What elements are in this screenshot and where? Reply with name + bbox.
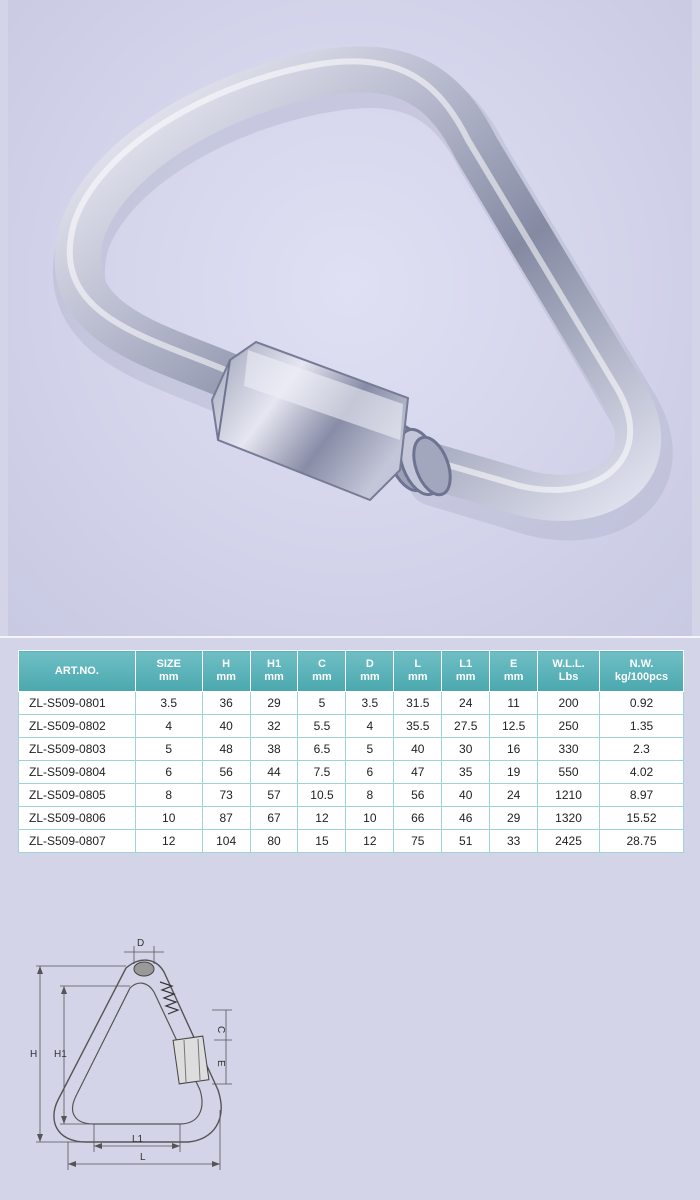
- header-l: L mm: [394, 651, 442, 692]
- header-nw: N.W. kg/100pcs: [599, 651, 683, 692]
- header-h: H mm: [202, 651, 250, 692]
- article-number-cell: ZL-S509-0806: [19, 807, 136, 830]
- spec-table: [18, 650, 684, 853]
- article-number-cell: ZL-S509-0802: [19, 715, 136, 738]
- table-cell: 29: [490, 807, 538, 830]
- table-row: [19, 738, 684, 761]
- table-cell: 24: [442, 692, 490, 715]
- table-cell: 7.5: [298, 761, 346, 784]
- table-cell: 1.35: [599, 715, 683, 738]
- table-cell: 73: [202, 784, 250, 807]
- dim-label-l1: L1: [132, 1134, 144, 1145]
- table-row: [19, 807, 684, 830]
- table-cell: 57: [250, 784, 298, 807]
- dim-label-c: C: [215, 1026, 226, 1034]
- table-cell: 10.5: [298, 784, 346, 807]
- table-cell: 19: [490, 761, 538, 784]
- table-cell: 15: [298, 830, 346, 853]
- article-number-cell: ZL-S509-0807: [19, 830, 136, 853]
- table-cell: 3.5: [346, 692, 394, 715]
- table-cell: 87: [202, 807, 250, 830]
- table-cell: 75: [394, 830, 442, 853]
- table-cell: 250: [538, 715, 600, 738]
- table-cell: 5.5: [298, 715, 346, 738]
- dim-label-e: E: [215, 1060, 226, 1067]
- table-row: [19, 784, 684, 807]
- table-cell: 2.3: [599, 738, 683, 761]
- table-cell: 35: [442, 761, 490, 784]
- table-row: [19, 715, 684, 738]
- article-number-cell: ZL-S509-0804: [19, 761, 136, 784]
- table-cell: 80: [250, 830, 298, 853]
- table-cell: 104: [202, 830, 250, 853]
- article-number-cell: ZL-S509-0801: [19, 692, 136, 715]
- table-cell: 40: [202, 715, 250, 738]
- table-cell: 330: [538, 738, 600, 761]
- dim-label-h1: H1: [54, 1049, 67, 1060]
- table-cell: 66: [394, 807, 442, 830]
- table-cell: 36: [202, 692, 250, 715]
- table-cell: 5: [298, 692, 346, 715]
- table-cell: 32: [250, 715, 298, 738]
- table-cell: 16: [490, 738, 538, 761]
- table-cell: 27.5: [442, 715, 490, 738]
- table-cell: 10: [346, 807, 394, 830]
- table-cell: 40: [442, 784, 490, 807]
- header-h1: H1 mm: [250, 651, 298, 692]
- table-cell: 48: [202, 738, 250, 761]
- table-cell: 4: [346, 715, 394, 738]
- header-size: SIZE mm: [135, 651, 202, 692]
- table-cell: 28.75: [599, 830, 683, 853]
- table-cell: 15.52: [599, 807, 683, 830]
- table-cell: 0.92: [599, 692, 683, 715]
- screw-sleeve: [212, 342, 408, 500]
- table-cell: 35.5: [394, 715, 442, 738]
- table-cell: 12: [298, 807, 346, 830]
- table-cell: 67: [250, 807, 298, 830]
- dim-label-d: D: [137, 938, 145, 949]
- table-cell: 56: [394, 784, 442, 807]
- table-cell: 47: [394, 761, 442, 784]
- table-cell: 1210: [538, 784, 600, 807]
- table-cell: 11: [490, 692, 538, 715]
- table-cell: 12: [346, 830, 394, 853]
- table-cell: 6: [135, 761, 202, 784]
- table-cell: 6: [346, 761, 394, 784]
- table-cell: 5: [346, 738, 394, 761]
- table-cell: 44: [250, 761, 298, 784]
- drawing-sleeve: [173, 1036, 209, 1084]
- table-cell: 2425: [538, 830, 600, 853]
- header-c: C mm: [298, 651, 346, 692]
- table-cell: 24: [490, 784, 538, 807]
- table-cell: 46: [442, 807, 490, 830]
- table-cell: 38: [250, 738, 298, 761]
- table-cell: 12.5: [490, 715, 538, 738]
- table-cell: 4.02: [599, 761, 683, 784]
- header-wll: W.L.L. Lbs: [538, 651, 600, 692]
- technical-drawing-panel: [8, 890, 692, 1200]
- table-cell: 29: [250, 692, 298, 715]
- header-e: E mm: [490, 651, 538, 692]
- table-cell: 1320: [538, 807, 600, 830]
- table-cell: 6.5: [298, 738, 346, 761]
- table-header-row: [19, 651, 684, 692]
- table-row: [19, 761, 684, 784]
- header-art-no: ART.NO.: [19, 651, 136, 692]
- table-cell: 12: [135, 830, 202, 853]
- wire-cross-section: [134, 962, 154, 976]
- table-row: [19, 692, 684, 715]
- table-cell: 8: [135, 784, 202, 807]
- article-number-cell: ZL-S509-0803: [19, 738, 136, 761]
- table-cell: 5: [135, 738, 202, 761]
- table-cell: 40: [394, 738, 442, 761]
- table-cell: 31.5: [394, 692, 442, 715]
- table-cell: 8.97: [599, 784, 683, 807]
- spec-table-panel: [8, 638, 692, 890]
- table-cell: 10: [135, 807, 202, 830]
- table-cell: 3.5: [135, 692, 202, 715]
- header-l1: L1 mm: [442, 651, 490, 692]
- product-photo: [8, 0, 692, 636]
- header-d: D mm: [346, 651, 394, 692]
- table-cell: 550: [538, 761, 600, 784]
- table-row: [19, 830, 684, 853]
- dim-label-l: L: [140, 1152, 146, 1163]
- table-cell: 33: [490, 830, 538, 853]
- quick-link-photo-illustration: [8, 0, 692, 636]
- table-cell: 4: [135, 715, 202, 738]
- table-cell: 30: [442, 738, 490, 761]
- dim-label-h: H: [30, 1049, 38, 1060]
- table-cell: 56: [202, 761, 250, 784]
- table-cell: 200: [538, 692, 600, 715]
- table-body: [19, 692, 684, 853]
- dimension-drawing: [8, 890, 692, 1200]
- article-number-cell: ZL-S509-0805: [19, 784, 136, 807]
- table-cell: 8: [346, 784, 394, 807]
- table-cell: 51: [442, 830, 490, 853]
